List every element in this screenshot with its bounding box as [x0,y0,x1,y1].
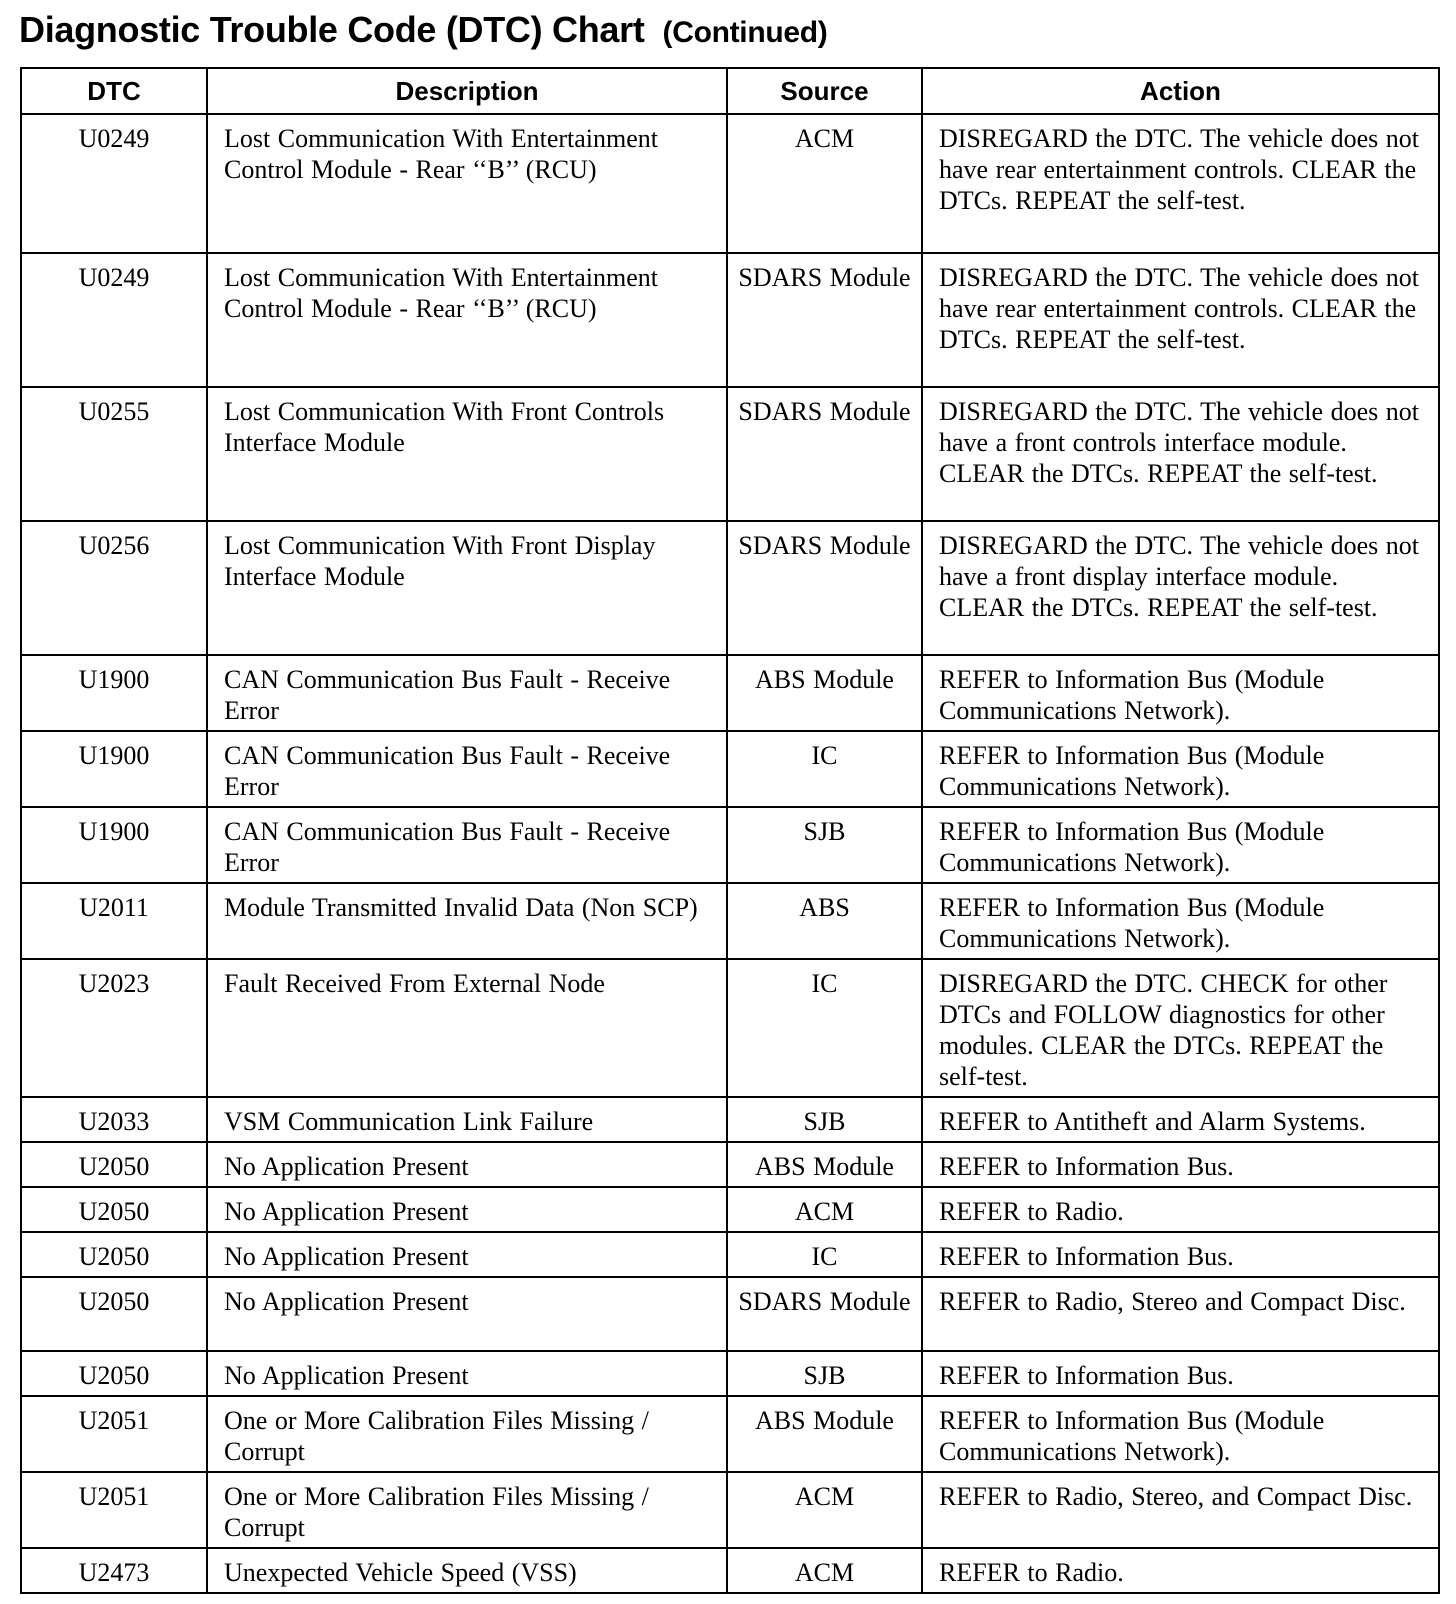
action-cell: DISREGARD the DTC. The vehicle does not have a front controls interface module. CLEAR the DTCs. REPEAT the self-test. [922,387,1439,521]
dtc-cell: U2050 [21,1187,207,1232]
description-cell: One or More Calibration Files Missing / Corrupt [207,1472,727,1548]
table-row [21,959,1439,1097]
description-cell: Lost Communication With Front Controls Interface Module [207,387,727,521]
dtc-cell: U2050 [21,1277,207,1351]
source-cell: ABS Module [727,1396,922,1472]
table-row [21,1277,1439,1351]
source-cell: ACM [727,1472,922,1548]
dtc-cell: U0255 [21,387,207,521]
description-cell: Fault Received From External Node [207,959,727,1097]
column-header-source: Source [727,68,922,114]
table-row [21,731,1439,807]
dtc-cell: U2473 [21,1548,207,1593]
table-row [21,1351,1439,1396]
dtc-table [20,67,1440,1594]
header-row [21,68,1439,114]
table-row [21,1142,1439,1187]
source-cell: SJB [727,807,922,883]
source-cell: SDARS Module [727,253,922,387]
table-row [21,1396,1439,1472]
description-cell: Lost Communication With Entertainment Control Module - Rear ‘‘B’’ (RCU) [207,253,727,387]
column-header-dtc: DTC [21,68,207,114]
action-cell: DISREGARD the DTC. The vehicle does not have rear entertainment controls. CLEAR the DTCs. REPEAT the self-test. [922,253,1439,387]
page-title-text: Diagnostic Trouble Code (DTC) Chart [19,9,645,50]
action-cell: REFER to Information Bus (Module Communications Network). [922,883,1439,959]
dtc-cell: U0249 [21,114,207,253]
action-cell: REFER to Antitheft and Alarm Systems. [922,1097,1439,1142]
description-cell: No Application Present [207,1142,727,1187]
table-row [21,253,1439,387]
source-cell: ABS Module [727,1142,922,1187]
description-cell: No Application Present [207,1277,727,1351]
dtc-cell: U2050 [21,1232,207,1277]
dtc-cell: U1900 [21,807,207,883]
description-cell: Unexpected Vehicle Speed (VSS) [207,1548,727,1593]
description-cell: No Application Present [207,1351,727,1396]
action-cell: REFER to Information Bus (Module Communications Network). [922,655,1439,731]
description-cell: VSM Communication Link Failure [207,1097,727,1142]
action-cell: REFER to Radio, Stereo, and Compact Disc. [922,1472,1439,1548]
table-row [21,521,1439,655]
description-cell: CAN Communication Bus Fault - Receive Error [207,731,727,807]
source-cell: SJB [727,1351,922,1396]
action-cell: DISREGARD the DTC. CHECK for other DTCs and FOLLOW diagnostics for other modules. CLEAR the DTCs. REPEAT the self-test. [922,959,1439,1097]
page-subtitle: (Continued) [662,16,828,49]
table-row [21,883,1439,959]
source-cell: IC [727,1232,922,1277]
description-cell: Lost Communication With Front Display Interface Module [207,521,727,655]
action-cell: REFER to Information Bus (Module Communications Network). [922,731,1439,807]
table-row [21,1187,1439,1232]
action-cell: DISREGARD the DTC. The vehicle does not have a front display interface module. CLEAR the DTCs. REPEAT the self-test. [922,521,1439,655]
dtc-cell: U2051 [21,1472,207,1548]
description-cell: One or More Calibration Files Missing / Corrupt [207,1396,727,1472]
action-cell: REFER to Information Bus. [922,1351,1439,1396]
dtc-cell: U0256 [21,521,207,655]
action-cell: REFER to Radio. [922,1187,1439,1232]
column-header-description: Description [207,68,727,114]
dtc-cell: U2011 [21,883,207,959]
action-cell: REFER to Information Bus (Module Communications Network). [922,807,1439,883]
source-cell: IC [727,959,922,1097]
table-body [21,114,1439,1593]
description-cell: CAN Communication Bus Fault - Receive Error [207,655,727,731]
dtc-cell: U2033 [21,1097,207,1142]
table-row [21,1472,1439,1548]
dtc-cell: U2051 [21,1396,207,1472]
dtc-cell: U1900 [21,655,207,731]
action-cell: DISREGARD the DTC. The vehicle does not have rear entertainment controls. CLEAR the DTCs. REPEAT the self-test. [922,114,1439,253]
table-row [21,655,1439,731]
table-row [21,387,1439,521]
source-cell: ABS [727,883,922,959]
table-row [21,114,1439,253]
page-title [19,6,828,57]
table-row [21,807,1439,883]
source-cell: ABS Module [727,655,922,731]
action-cell: REFER to Information Bus (Module Communications Network). [922,1396,1439,1472]
action-cell: REFER to Radio, Stereo and Compact Disc. [922,1277,1439,1351]
table-row [21,1097,1439,1142]
description-cell: No Application Present [207,1232,727,1277]
table-row [21,1232,1439,1277]
dtc-cell: U2023 [21,959,207,1097]
dtc-cell: U2050 [21,1142,207,1187]
action-cell: REFER to Information Bus. [922,1232,1439,1277]
source-cell: SDARS Module [727,521,922,655]
description-cell: Lost Communication With Entertainment Control Module - Rear ‘‘B’’ (RCU) [207,114,727,253]
column-header-action: Action [922,68,1439,114]
description-cell: No Application Present [207,1187,727,1232]
action-cell: REFER to Radio. [922,1548,1439,1593]
source-cell: SDARS Module [727,1277,922,1351]
source-cell: IC [727,731,922,807]
source-cell: ACM [727,1548,922,1593]
table-row [21,1548,1439,1593]
table-header [21,68,1439,114]
source-cell: SJB [727,1097,922,1142]
source-cell: ACM [727,114,922,253]
source-cell: ACM [727,1187,922,1232]
dtc-cell: U1900 [21,731,207,807]
action-cell: REFER to Information Bus. [922,1142,1439,1187]
description-cell: Module Transmitted Invalid Data (Non SCP) [207,883,727,959]
dtc-cell: U2050 [21,1351,207,1396]
description-cell: CAN Communication Bus Fault - Receive Error [207,807,727,883]
dtc-cell: U0249 [21,253,207,387]
source-cell: SDARS Module [727,387,922,521]
